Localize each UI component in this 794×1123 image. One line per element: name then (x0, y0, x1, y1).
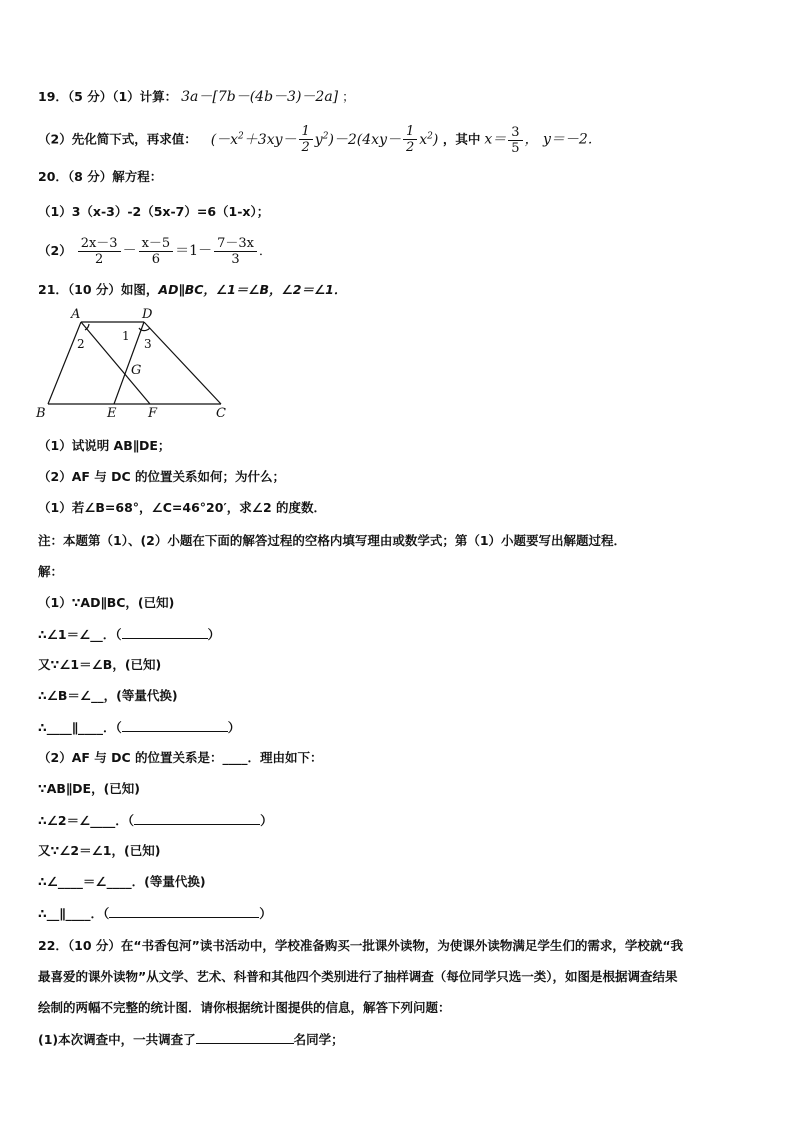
q21-sub1: （1）试说明 AB∥DE； (38, 438, 171, 453)
q21-sub3: （1）若∠B=68°，∠C=46°20′，求∠2 的度数． (38, 500, 326, 515)
frac2-num: x－5 (139, 236, 174, 252)
frac-num: 1 (299, 124, 313, 140)
q22-line4 (38, 1030, 344, 1049)
reason-blank-1[interactable] (122, 625, 208, 639)
q19-expr2-b: ＋3xy－ (243, 131, 297, 148)
a8-close: ） (260, 813, 273, 828)
a11-text: ∴__∥____．（ (38, 906, 110, 921)
q19-head: 19．（5 分）（1）计算： (38, 89, 178, 104)
frac1-num: 2x－3 (78, 236, 121, 252)
label-a: A (71, 307, 81, 322)
reason-blank-3[interactable] (134, 811, 260, 825)
x-frac-den: 5 (511, 140, 520, 156)
q20-p2-prefix: （2） (38, 243, 72, 258)
q19-expr2: ($-x^2+3xy-$ $\frac{1}{2}$ $y^2)-2(4xy-$ $\frac{1}{2}$ $x^2$) (210, 124, 439, 155)
label-angle-3: 3 (144, 337, 152, 351)
a8-text: ∴∠2＝∠____．（ (38, 813, 135, 828)
q20-end: ． (258, 243, 272, 258)
label-c: C (216, 406, 226, 421)
frac3-num: 7－3x (214, 236, 257, 252)
l4-text: (1)本次调查中，一共调查了 (38, 1032, 196, 1047)
q21-conditions: AD∥BC，∠1＝∠B，∠2＝∠1． (158, 282, 347, 297)
label-d: D (142, 307, 153, 322)
q20-head: 20．（8 分）解方程： (38, 169, 163, 184)
q19-expr2-a: (－x (210, 131, 239, 148)
q19-expr2-d: )－2(4xy－ (328, 131, 401, 148)
q20-minus: － (122, 243, 137, 259)
q21-sub2: （2）AF 与 DC 的位置关系如何；为什么； (38, 469, 286, 484)
l4-tail: 名同学； (293, 1032, 344, 1047)
q19-expr2-e: x (419, 131, 428, 148)
label-e: E (107, 406, 117, 421)
q20-part1: （1）3（x-3）-2（5x-7）=6（1-x）； (38, 204, 270, 219)
q19-expr2-c: y (314, 131, 323, 148)
q19-expr1: 3a－[7b－(4b－3)－2a] (181, 89, 339, 105)
q20-part2 (38, 236, 271, 267)
label-f: F (148, 406, 158, 421)
frac2-den: 6 (151, 252, 160, 267)
q19-part2 (38, 124, 602, 156)
label-g: G (131, 363, 142, 378)
q21-head-text: 21．（10 分）如图， (38, 282, 159, 297)
frac-den: 2 (301, 140, 310, 155)
q19-tail: ； (342, 89, 355, 104)
q19-part1 (38, 88, 355, 106)
q19-p2-prefix: （2）先化简下式，再求值： (38, 131, 197, 147)
x-frac-num: 3 (508, 125, 522, 141)
label-angle-1: 1 (122, 329, 130, 343)
frac-den: 2 (405, 140, 415, 155)
q21-a9: 又∵∠2＝∠1，(已知) (38, 843, 161, 858)
label-b: B (36, 406, 46, 421)
q20-frac3 (214, 236, 257, 267)
q21-head (38, 281, 346, 299)
label-angle-2: 2 (77, 337, 85, 351)
a5-close: ） (227, 720, 241, 735)
q19-y-eq: ， y＝－2． (524, 131, 602, 148)
a11-close: ） (259, 906, 272, 921)
q21-note: 注：本题第（1）、(2）小题在下面的解答过程的空格内填写理由或数学式；第（1）小题要写出解题过程． (38, 533, 627, 548)
reason-blank-2[interactable] (122, 718, 228, 732)
trapezoid-figure (30, 304, 240, 422)
q19-expr2-f: ) (432, 131, 439, 148)
q19-where: ，其中 (442, 131, 481, 147)
q21-a5 (38, 718, 240, 737)
q21-a3: 又∵∠1＝∠B，(已知) (38, 657, 162, 672)
q19-frac-half-1 (299, 124, 313, 155)
a2-text: ∴∠1＝∠__．（ (38, 627, 122, 642)
q22-line3: 绘制的两幅不完整的统计图．请你根据统计图提供的信息，解答下列问题： (38, 1000, 451, 1015)
reason-blank-4[interactable] (109, 904, 259, 918)
q21-a8 (38, 811, 273, 830)
q19-frac-half-2 (403, 124, 417, 155)
q21-a7: ∵AB∥DE，(已知) (38, 781, 140, 796)
q21-a4: ∴∠B＝∠__，(等量代换) (38, 688, 178, 703)
q20-frac1 (78, 236, 121, 267)
q21-a1: （1）∵AD∥BC，(已知) (38, 595, 175, 610)
q19-x-frac (508, 125, 522, 156)
q20-eq: ＝1－ (175, 243, 213, 259)
q21-a10: ∴∠____＝∠____．(等量代换) (38, 874, 206, 889)
q21-a2 (38, 625, 220, 644)
count-blank[interactable] (196, 1030, 294, 1044)
segment-dc (144, 322, 221, 404)
frac3-den: 3 (231, 252, 240, 267)
q21-jie: 解： (38, 564, 64, 579)
a5-text: ∴____∥____．（ (38, 720, 122, 735)
angle-1-3-arcs (139, 328, 150, 331)
frac1-den: 2 (94, 252, 104, 267)
q21-a11 (38, 904, 272, 923)
a2-close: ） (207, 627, 221, 642)
q20-frac2 (139, 236, 174, 267)
q22-line2: 最喜爱的课外读物”从文学、艺术、科普和其他四个类别进行了抽样调查（每位同学只选一类），如图是根据调查结果 (38, 969, 678, 984)
segment-ab (48, 322, 81, 404)
q21-a6: （2）AF 与 DC 的位置关系是：____．理由如下： (38, 750, 323, 765)
q22-line1: 22．（10 分）在“书香包河”读书活动中，学校准备购买一批课外读物，为使课外读物满足学生们的需求，学校就“我 (38, 938, 684, 953)
frac-num: 1 (403, 124, 417, 140)
q19-x-eq: x＝ (484, 131, 507, 148)
